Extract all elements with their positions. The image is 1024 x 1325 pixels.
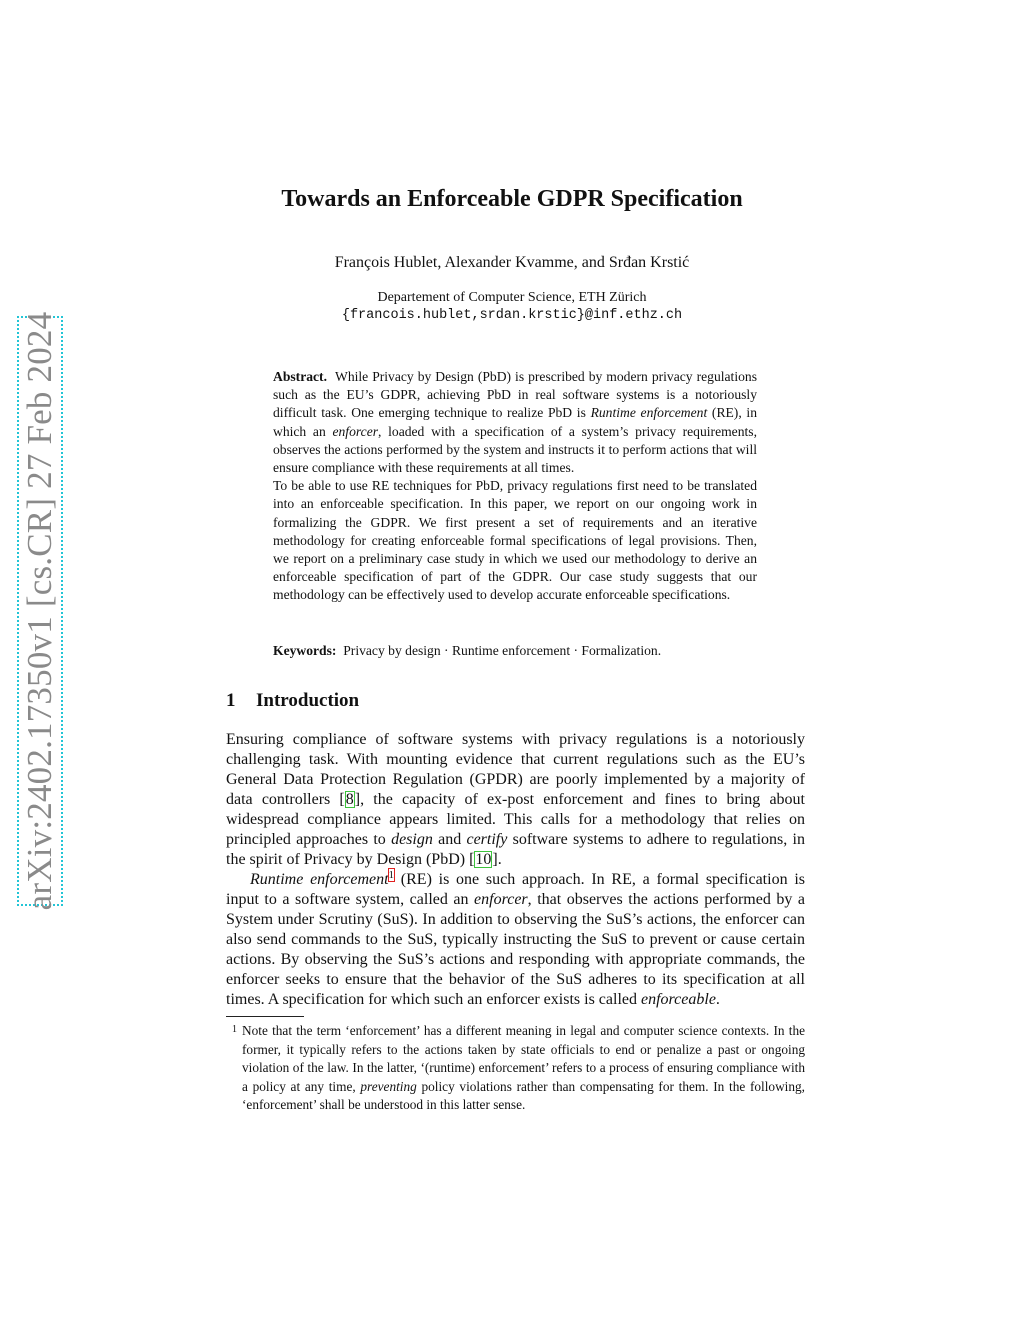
affiliation: Departement of Computer Science, ETH Zürich <box>377 290 647 305</box>
abstract <box>273 368 757 605</box>
footnote <box>226 1022 805 1115</box>
introduction-body <box>226 730 805 1010</box>
footnote-link-1[interactable]: 1 <box>388 868 395 881</box>
email[interactable]: {francois.hublet,srdan.krstic}@inf.ethz.ch <box>341 308 683 323</box>
section-title: Introduction <box>256 690 360 711</box>
section-number: 1 <box>226 690 236 711</box>
arxiv-stamp-box <box>17 311 63 911</box>
citation-link-8[interactable]: 8 <box>345 791 354 808</box>
section-heading <box>226 690 359 712</box>
footnote-mark: 1 <box>232 1024 237 1035</box>
intro-paragraph-1: Ensuring compliance of software systems with privacy regulations is a notoriously challenging task. With mounting evidence that current regulations such as the EU’s General Data Protection Regulation (GPDR) are poorly implemented by a majority of data controllers [8], the capacity of ex-post enforcement and fines to bring about widespread compliance appears limited. This calls for a methodology that relies on principled approaches to design and certify software systems to adhere to regulations, in the spirit of Privacy by Design (PbD) [10]. <box>226 731 805 868</box>
citation-link-10[interactable]: 10 <box>475 851 492 868</box>
arxiv-stamp[interactable]: arXiv:2402.17350v1 [cs.CR] 27 Feb 2024 <box>20 311 59 911</box>
keywords-label: Keywords: <box>273 643 337 658</box>
footnote-divider <box>226 1016 304 1017</box>
footnote-text: Note that the term ‘enforcement’ has a different meaning in legal and computer science contexts. In the former, it typically refers to the actions taken by state officials to end or penalize a past or ongoing violation of the law. In the latter, ‘(runtime) enforcement’ refers to a process of ensuring compliance with a policy at any time, preventing policy violations rather than compensating for them. In the following, ‘enforcement’ shall be understood in this latter sense. <box>242 1023 805 1112</box>
abstract-paragraph-2: To be able to use RE techniques for PbD, privacy regulations first need to be translated into an enforceable specification. In this paper, we report on our ongoing work in formalizing the GDPR. We first present a set of requirements and an iterative methodology for creating enforceable formal specifications of legal provisions. Then, we report on a preliminary case study in which we used our methodology to derive an enforceable specification of part of the GDPR. Our case study suggests that our methodology can be effectively used to develop accurate enforceable specifications. <box>273 478 757 603</box>
intro-paragraph-2: Runtime enforcement$^1$ (RE) is one such approach. In RE, a formal specification is input to a software system, called an enforcer, that observes the actions performed by a System under Scrutiny (SuS). In addition to observing the SuS’s actions, the enforcer can also send commands to the SuS, typically instructing the SuS to prevent or cause certain actions. By observing the SuS’s actions and responding with appropriate commands, the enforcer seeks to ensure that the behavior of the SuS adheres to its specification at all times. A specification for which such an enforcer exists is called enforceable. <box>226 868 806 1008</box>
keywords-text: Privacy by design · Runtime enforcement · Formalization. <box>343 643 662 658</box>
keywords <box>273 642 757 660</box>
abstract-label: Abstract. <box>273 369 327 384</box>
paper-title: Towards an Enforceable GDPR Specification <box>281 186 743 212</box>
abstract-paragraph-1: Abstract. While Privacy by Design (PbD) is prescribed by modern privacy regulations such as the EU’s GDPR, achieving PbD in real software systems is a notoriously difficult task. One emerging technique to realize PbD is Runtime enforcement (RE), in which an enforcer, loaded with a specification of a system’s privacy requirements, observes the actions performed by the system and instructs it to perform actions that will ensure compliance with these requirements at all times. <box>273 369 757 476</box>
authors: François Hublet, Alexander Kvamme, and Srđan Krstić <box>334 254 690 271</box>
